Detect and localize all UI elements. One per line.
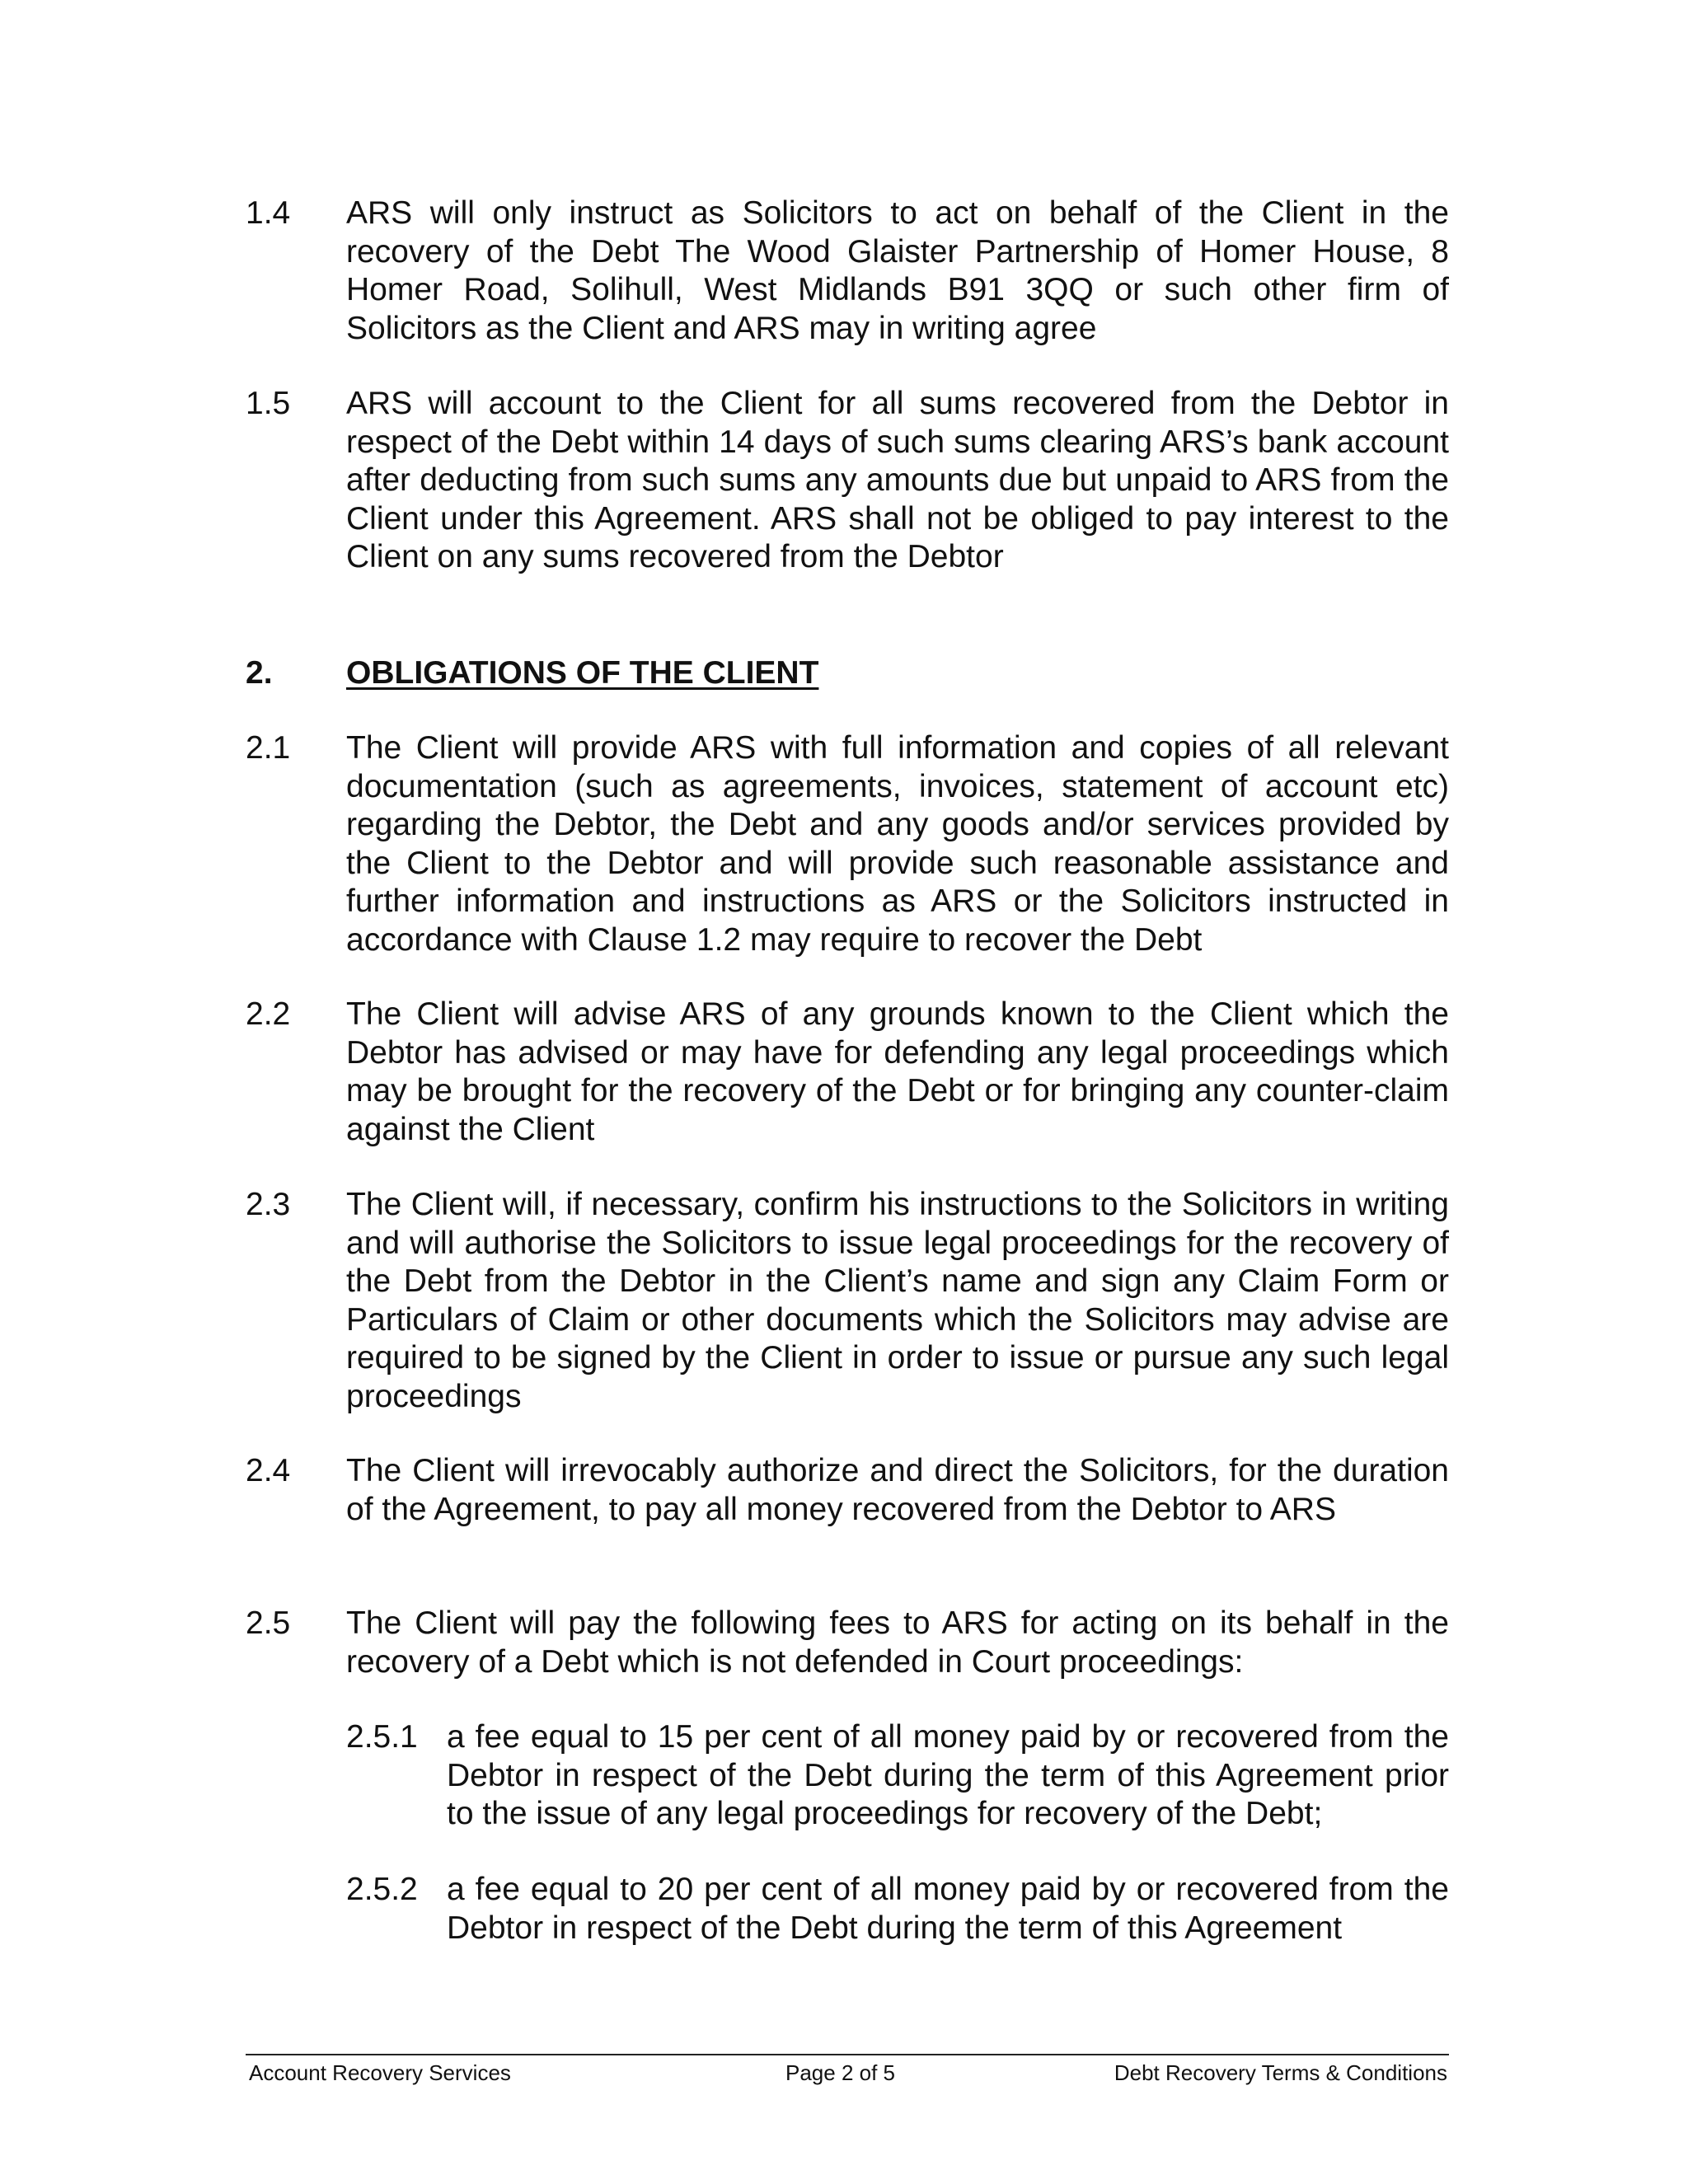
- clause-2-1: [246, 729, 1449, 959]
- clause-number: 2.3: [246, 1187, 291, 1222]
- clause-number: 2.1: [246, 730, 291, 766]
- clause-number: 2.5: [246, 1605, 291, 1641]
- clause-1-4: [246, 194, 1449, 348]
- clause-text: ARS will only instruct as Solicitors to act on behalf of the Client in the recovery of the Debt The Wood Glaister Partnership of Homer House, 8 Homer Road, Solihull, West Midlands B91 3QQ or such other firm of Solicitors as the Client and ARS may in writing agree: [346, 195, 1449, 346]
- clause-2-5-2: [346, 1871, 1449, 1947]
- footer-company: Account Recovery Services: [249, 2060, 511, 2085]
- clause-text: The Client will pay the following fees to ARS for acting on its behalf in the recovery of a Debt which is not defended in Court proceedings:: [346, 1605, 1449, 1680]
- clause-text: The Client will irrevocably authorize and direct the Solicitors, for the duration of the Agreement, to pay all money recovered from the Debtor to ARS: [346, 1453, 1449, 1527]
- footer-page-number: Page 2 of 5: [785, 2060, 895, 2085]
- clause-text: The Client will provide ARS with full information and copies of all relevant documentation (such as agreements, invoices, statement of account etc) regarding the Debtor, the Debt and any goods and/or services provided by the Client to the Debtor and will provide such reasonable assistance and further information and instructions as ARS or the Solicitors instructed in accordance with Clause 1.2 may require to recover the Debt: [346, 730, 1449, 958]
- footer-document-title: Debt Recovery Terms & Conditions: [1114, 2060, 1447, 2085]
- clause-number: 1.4: [246, 195, 291, 231]
- clause-text: a fee equal to 15 per cent of all money paid by or recovered from the Debtor in respect of the Debt during the term of this Agreement prior to the issue of any legal proceedings for recovery of the Debt;: [447, 1719, 1449, 1831]
- clause-number: 1.5: [246, 386, 291, 421]
- clause-text: The Client will advise ARS of any grounds known to the Client which the Debtor has advised or may have for defending any legal proceedings which may be brought for the recovery of the Debt or for bringing any counter-claim against the Client: [346, 996, 1449, 1147]
- clause-number: 2.4: [246, 1453, 291, 1488]
- clause-2-4: [246, 1452, 1449, 1529]
- clause-text: ARS will account to the Client for all sums recovered from the Debtor in respect of the Debt within 14 days of such sums clearing ARS’s bank account after deducting from such sums any amounts due but unpaid to ARS from the Client under this Agreement. ARS shall not be obliged to pay interest to the Client on any sums recovered from the Debtor: [346, 386, 1449, 574]
- section-number: 2.: [246, 655, 273, 691]
- clause-number: 2.5.1: [346, 1719, 418, 1755]
- clause-2-3: [246, 1186, 1449, 1416]
- clause-number: 2.5.2: [346, 1872, 418, 1907]
- clause-text: The Client will, if necessary, confirm his instructions to the Solicitors in writing and will authorise the Solicitors to issue legal proceedings for the recovery of the Debt from the Debtor in the Client’s name and sign any Claim Form or Particulars of Claim or other documents which the Solicitors may advise are required to be signed by the Client in order to issue or pursue any such legal proceedings: [346, 1187, 1449, 1414]
- clause-2-5: [246, 1605, 1449, 1681]
- clause-2-2: [246, 996, 1449, 1149]
- section-title: OBLIGATIONS OF THE CLIENT: [346, 655, 819, 691]
- clause-2-5-1: [346, 1718, 1449, 1834]
- footer-divider: [246, 2054, 1449, 2055]
- clause-number: 2.2: [246, 996, 291, 1032]
- clause-1-5: [246, 385, 1449, 577]
- clause-text: a fee equal to 20 per cent of all money paid by or recovered from the Debtor in respect of the Debt during the term of this Agreement: [447, 1872, 1449, 1946]
